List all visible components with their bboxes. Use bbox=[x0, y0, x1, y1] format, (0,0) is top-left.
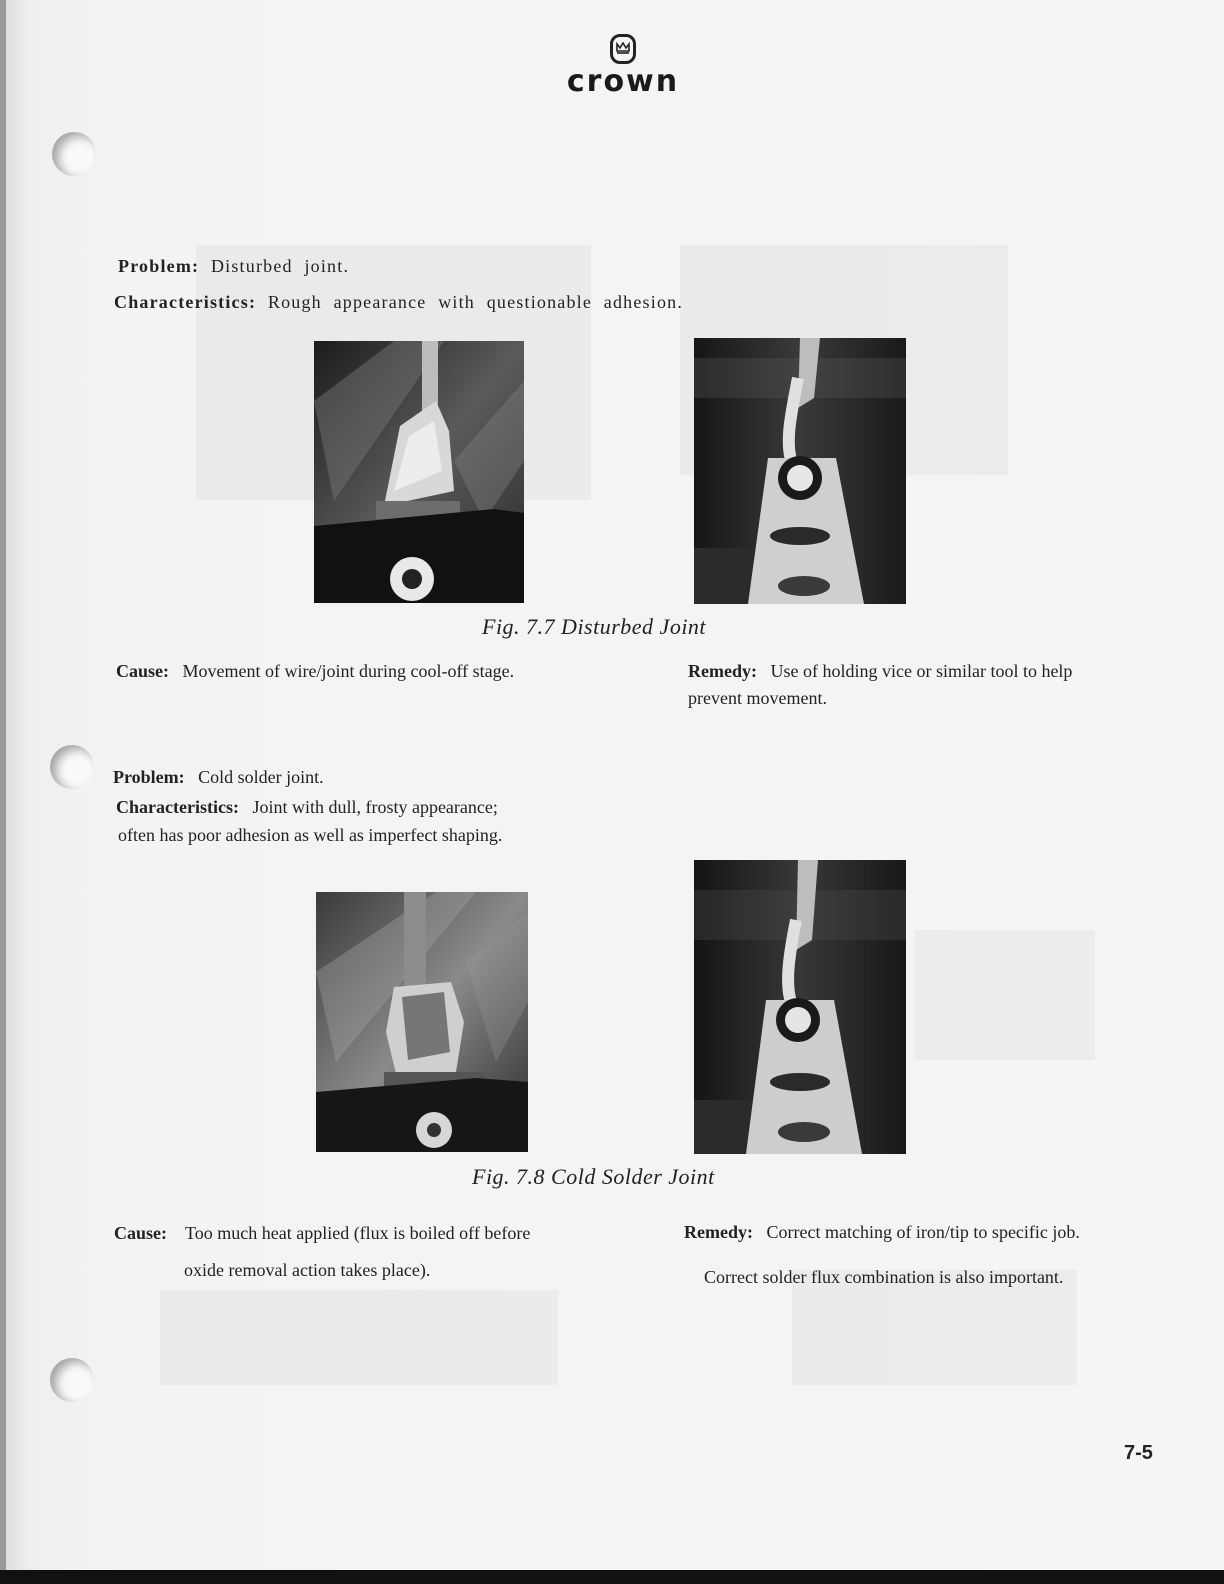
binder-hole bbox=[50, 745, 94, 789]
cold-solder-joint-photo-left bbox=[316, 892, 528, 1152]
problem-label: Problem: bbox=[118, 256, 200, 276]
disturbed-joint-photo-right bbox=[694, 338, 906, 604]
problem-label: Problem: bbox=[113, 767, 185, 787]
crown-icon bbox=[610, 34, 636, 64]
remedy-line-2: prevent movement. bbox=[688, 688, 827, 708]
remedy-text: Use of holding vice or similar tool to help bbox=[770, 661, 1073, 681]
cause-line-1 bbox=[116, 659, 514, 683]
problem-text: Disturbed joint. bbox=[210, 256, 350, 276]
remedy-line-3 bbox=[684, 1220, 1080, 1244]
cause-text: Too much heat applied (flux is boiled off before bbox=[185, 1223, 531, 1243]
reverse-side-bleed bbox=[160, 1290, 558, 1385]
remedy-label: Remedy: bbox=[684, 1222, 753, 1242]
characteristics-text: Joint with dull, frosty appearance; bbox=[252, 797, 498, 817]
remedy-line-1 bbox=[688, 659, 1072, 683]
brand-wordmark: crown bbox=[566, 64, 680, 99]
reverse-side-bleed bbox=[915, 930, 1095, 1060]
cause-label: Cause: bbox=[116, 661, 169, 681]
scan-bottom-edge bbox=[0, 1570, 1224, 1584]
problem-line-1 bbox=[118, 254, 349, 278]
characteristics-text: Rough appearance with questionable adhesion. bbox=[267, 292, 684, 312]
cold-solder-joint-photo-right bbox=[694, 860, 906, 1154]
page-edge bbox=[0, 0, 6, 1584]
characteristics-label: Characteristics: bbox=[116, 797, 239, 817]
crown-logo bbox=[560, 34, 686, 97]
problem-text: Cold solder joint. bbox=[198, 767, 324, 787]
figure-caption-7-7: Fig. 7.7 Disturbed Joint bbox=[482, 614, 707, 639]
cause-text: Movement of wire/joint during cool-off stage. bbox=[182, 661, 515, 681]
remedy-line-3b: Correct solder flux combination is also important. bbox=[704, 1267, 1064, 1287]
figure-caption-7-8: Fig. 7.8 Cold Solder Joint bbox=[472, 1164, 715, 1189]
problem-line-2 bbox=[113, 765, 324, 789]
characteristics-label: Characteristics: bbox=[114, 292, 257, 312]
characteristics-line-1 bbox=[114, 290, 683, 314]
page-number: 7-5 bbox=[1124, 1442, 1153, 1464]
remedy-text: Correct matching of iron/tip to specific job. bbox=[766, 1222, 1080, 1242]
binder-hole bbox=[50, 1358, 94, 1402]
characteristics-line-2b: often has poor adhesion as well as imperfect shaping. bbox=[118, 825, 503, 845]
cause-line-2b: oxide removal action takes place). bbox=[184, 1260, 431, 1280]
cause-line-2 bbox=[114, 1221, 530, 1245]
disturbed-joint-photo-left bbox=[314, 341, 524, 603]
cause-label: Cause: bbox=[114, 1223, 167, 1243]
remedy-label: Remedy: bbox=[688, 661, 757, 681]
characteristics-line-2 bbox=[116, 795, 498, 819]
binder-hole bbox=[52, 132, 96, 176]
